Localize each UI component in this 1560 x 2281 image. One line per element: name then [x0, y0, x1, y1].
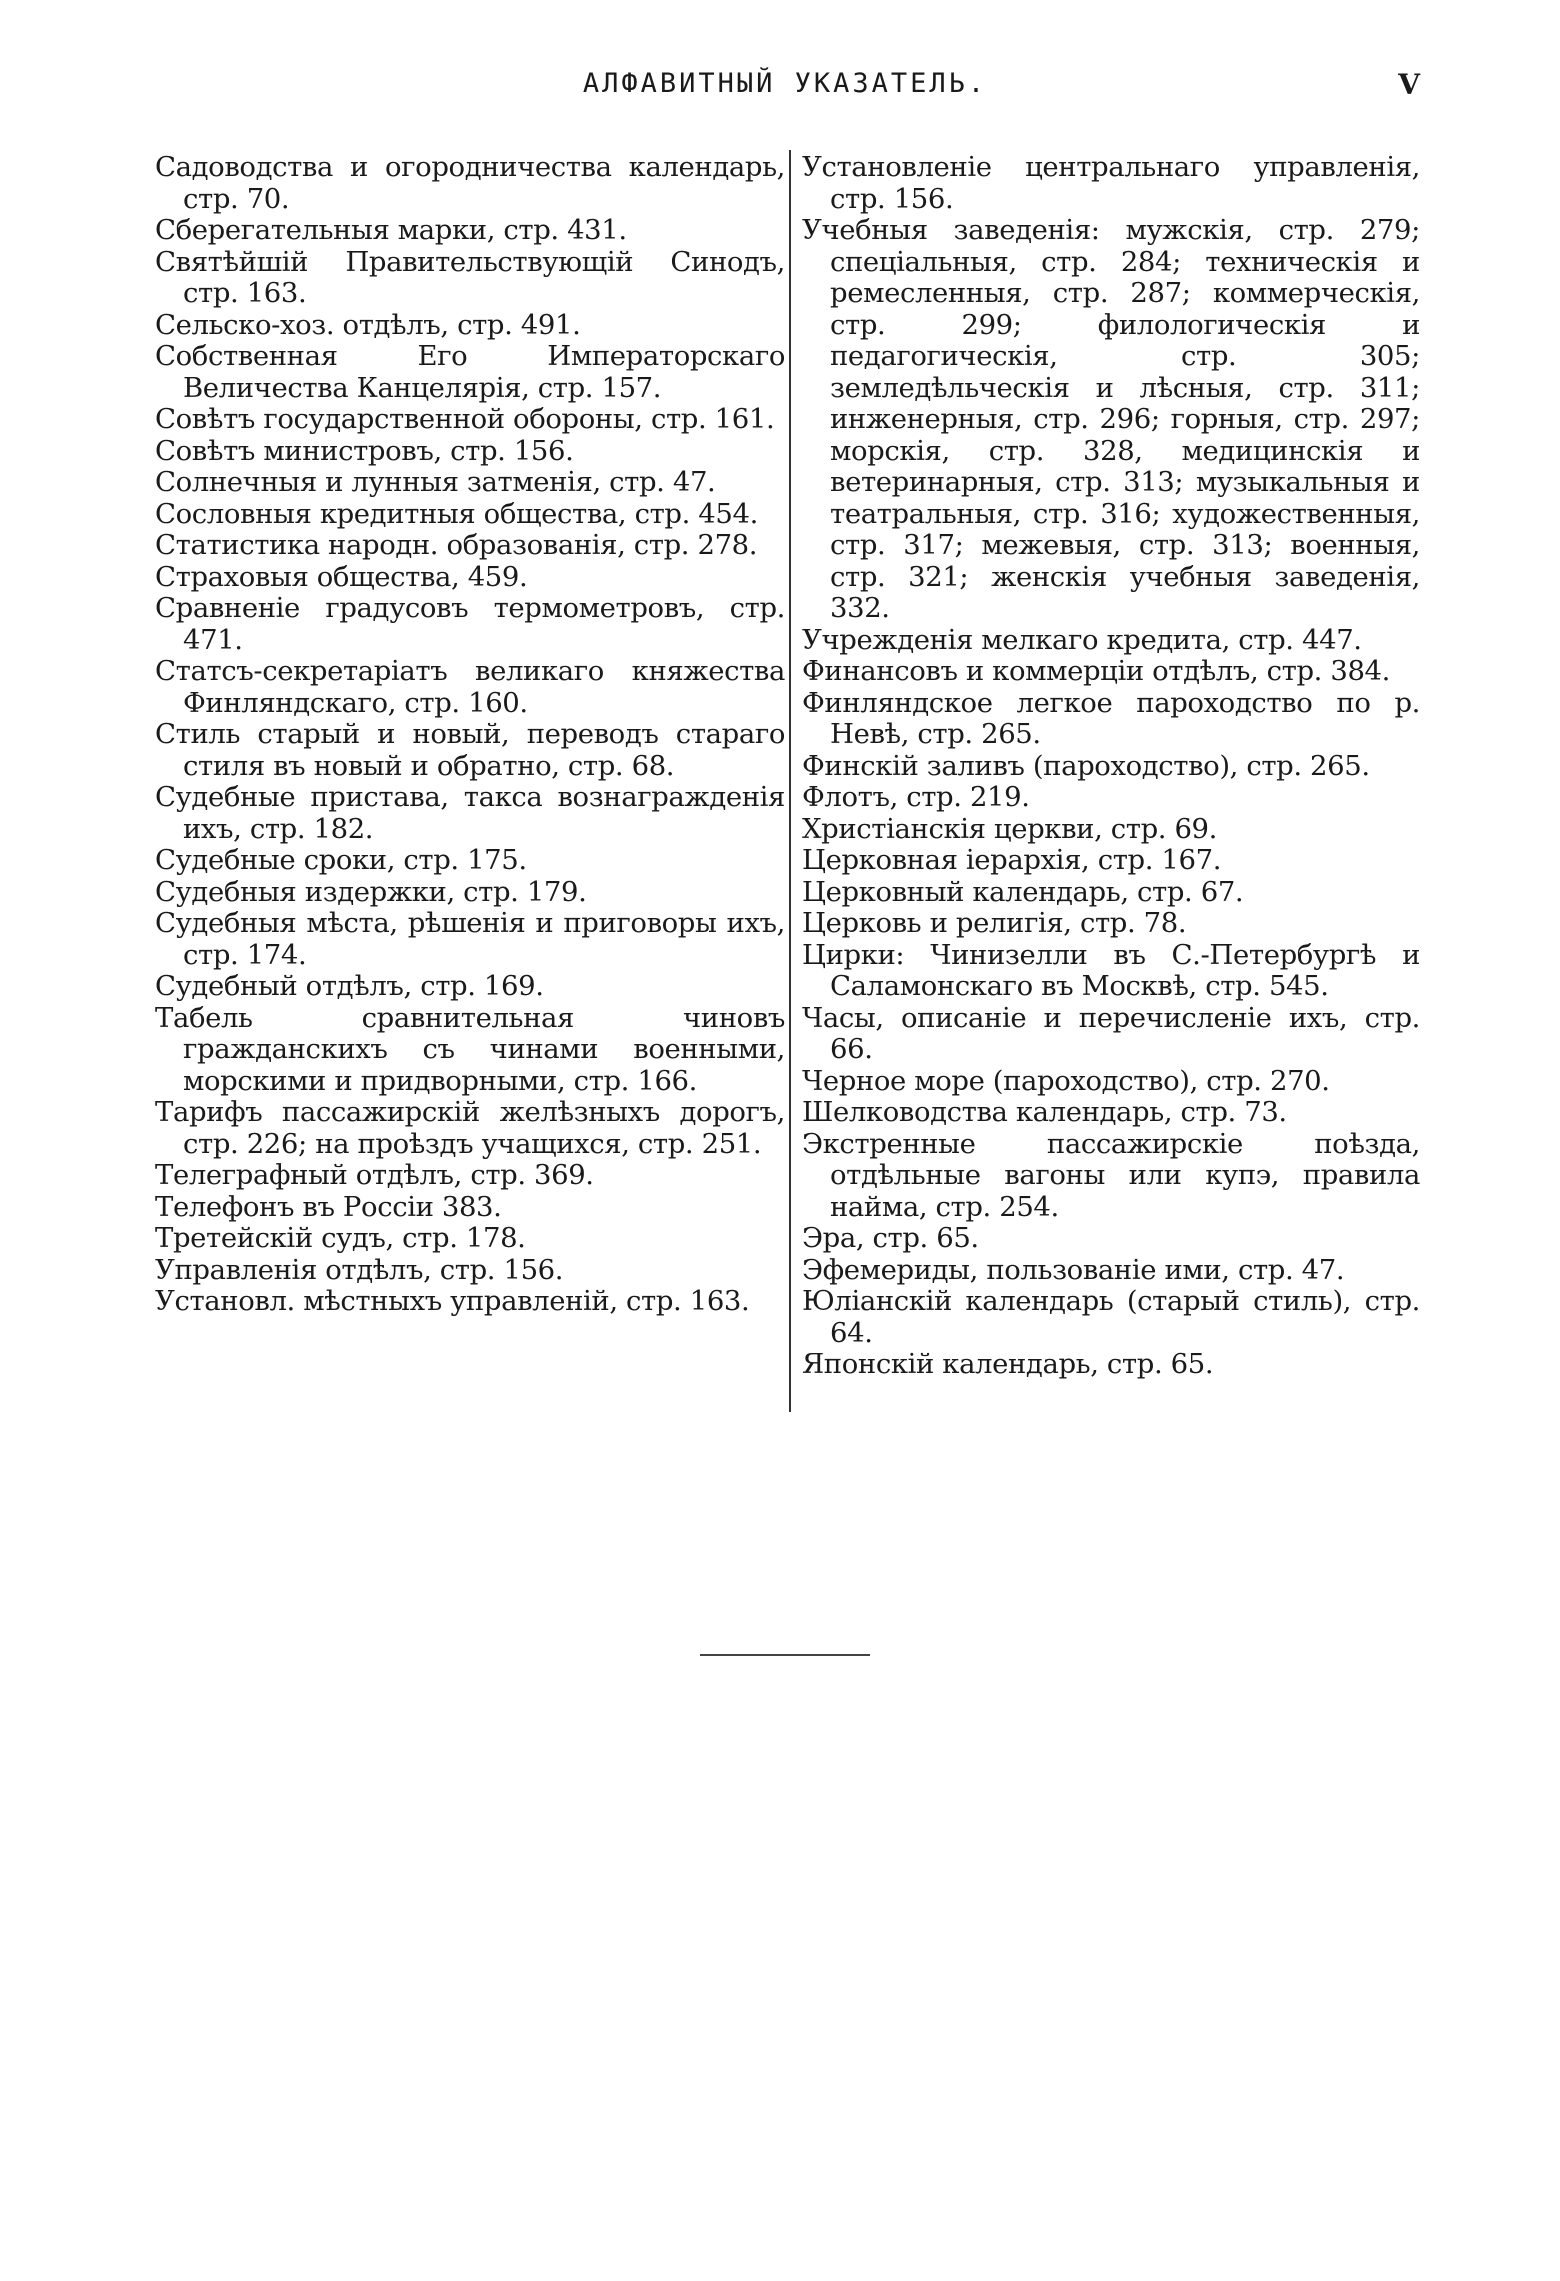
- column-divider: [789, 150, 791, 1412]
- index-entry: Судебныя издержки, стр. 179.: [155, 875, 587, 908]
- index-entry: Флотъ, стр. 219.: [802, 781, 1030, 813]
- index-entry: Святѣйшій Правительствующій Синодъ, стр. 163.: [155, 245, 785, 309]
- index-entry: Финансовъ и коммерціи отдѣлъ, стр. 384.: [802, 655, 1390, 687]
- index-entry: Установл. мѣстныхъ управленій, стр. 163.: [155, 1285, 750, 1317]
- index-entry: Сословныя кредитныя общества, стр. 454.: [155, 497, 758, 530]
- index-entry: Церковь и религія, стр. 78.: [802, 907, 1187, 939]
- running-title: АЛФАВИТНЫЙ УКАЗАТЕЛЬ.: [582, 68, 988, 99]
- index-entry: Страховыя общества, 459.: [155, 560, 528, 593]
- running-header: [150, 68, 1420, 108]
- index-entry: Совѣтъ министровъ, стр. 156.: [155, 434, 574, 467]
- index-entry: Черное море (пароходство), стр. 270.: [802, 1064, 1330, 1097]
- index-entry: Сберегательныя марки, стр. 431.: [155, 214, 627, 246]
- index-entry: Часы, описаніе и перечисленіе ихъ, стр. 66.: [802, 1001, 1420, 1065]
- index-entry: Табель сравнительная чиновъ гражданскихъ съ чинами военными, морскими и придворными, стр. 166.: [155, 1001, 785, 1097]
- index-entry: Юліанскій календарь (старый стиль), стр. 64.: [802, 1285, 1420, 1349]
- page-number: V: [1398, 68, 1420, 101]
- index-column-right: [802, 152, 1420, 1381]
- index-entry: Статистика народн. образованія, стр. 278.: [155, 529, 758, 561]
- index-entry: Эра, стр. 65.: [802, 1222, 979, 1254]
- index-entry: Шелководства календарь, стр. 73.: [802, 1096, 1287, 1128]
- index-entry: Сельско-хоз. отдѣлъ, стр. 491.: [155, 308, 581, 341]
- index-entry: Учебныя заведенія: мужскія, стр. 279; спеціальныя, стр. 284; техническія и ремесленныя, стр. 287; коммерческія, стр. 299; филологическія и педагогическія, стр. 305; земледѣльческія и лѣсныя, стр. 311; инженерныя, стр. 296; горныя, стр. 297; морскія, стр. 328, медицинскія и ветеринарныя, стр. 313; музыкальныя и театральныя, стр. 316; художественныя, стр. 317; межевыя, стр. 313; военныя, стр. 321; женскія учебныя заведенія, 332.: [802, 214, 1420, 624]
- index-entry: Церковная іерархія, стр. 167.: [802, 844, 1222, 876]
- index-entry: Солнечныя и лунныя затменія, стр. 47.: [155, 466, 716, 498]
- index-entry: Телефонъ въ Россіи 383.: [155, 1190, 502, 1223]
- index-entry: Садоводства и огородничества календарь, стр. 70.: [155, 151, 785, 215]
- index-entry: Стиль старый и новый, переводъ стараго стиля въ новый и обратно, стр. 68.: [155, 718, 785, 782]
- index-entry: Церковный календарь, стр. 67.: [802, 875, 1244, 908]
- end-rule: [700, 1654, 870, 1656]
- index-entry: Статсъ-секретаріатъ великаго княжества Финляндскаго, стр. 160.: [155, 655, 785, 719]
- index-entry: Финскій заливъ (пароходство), стр. 265.: [802, 749, 1370, 782]
- index-entry: Судебные пристава, такса вознагражденія ихъ, стр. 182.: [155, 781, 785, 845]
- index-entry: Установленіе центральнаго управленія, стр. 156.: [802, 151, 1420, 215]
- index-entry: Тарифъ пассажирскій желѣзныхъ дорогъ, стр. 226; на проѣздъ учащихся, стр. 251.: [155, 1096, 785, 1160]
- index-entry: Управленія отдѣлъ, стр. 156.: [155, 1253, 564, 1286]
- index-entry: Японскій календарь, стр. 65.: [802, 1348, 1214, 1380]
- index-entry: Экстренные пассажирскіе поѣзда, отдѣльные вагоны или купэ, правила найма, стр. 254.: [802, 1127, 1420, 1223]
- index-entry: Третейскій судъ, стр. 178.: [155, 1222, 526, 1254]
- index-entry: Судебныя мѣста, рѣшенія и приговоры ихъ, стр. 174.: [155, 907, 785, 971]
- index-entry: Судебный отдѣлъ, стр. 169.: [155, 970, 544, 1002]
- index-entry: Совѣтъ государственной обороны, стр. 161.: [155, 403, 775, 435]
- index-entry: Христіанскія церкви, стр. 69.: [802, 812, 1217, 845]
- index-entry: Сравненіе градусовъ термометровъ, стр. 471.: [155, 592, 785, 656]
- index-entry: Телеграфный отдѣлъ, стр. 369.: [155, 1159, 594, 1191]
- index-entry: Цирки: Чинизелли въ С.-Петербургѣ и Саламонскаго въ Москвѣ, стр. 545.: [802, 938, 1420, 1002]
- index-entry: Эфемериды, пользованіе ими, стр. 47.: [802, 1253, 1345, 1286]
- index-entry: Собственная Его Императорскаго Величества Канцелярія, стр. 157.: [155, 340, 785, 404]
- index-entry: Судебные сроки, стр. 175.: [155, 844, 527, 876]
- index-entry: Учрежденія мелкаго кредита, стр. 447.: [802, 623, 1362, 656]
- index-column-left: [155, 152, 785, 1318]
- index-entry: Финляндское легкое пароходство по р. Невѣ, стр. 265.: [802, 686, 1420, 750]
